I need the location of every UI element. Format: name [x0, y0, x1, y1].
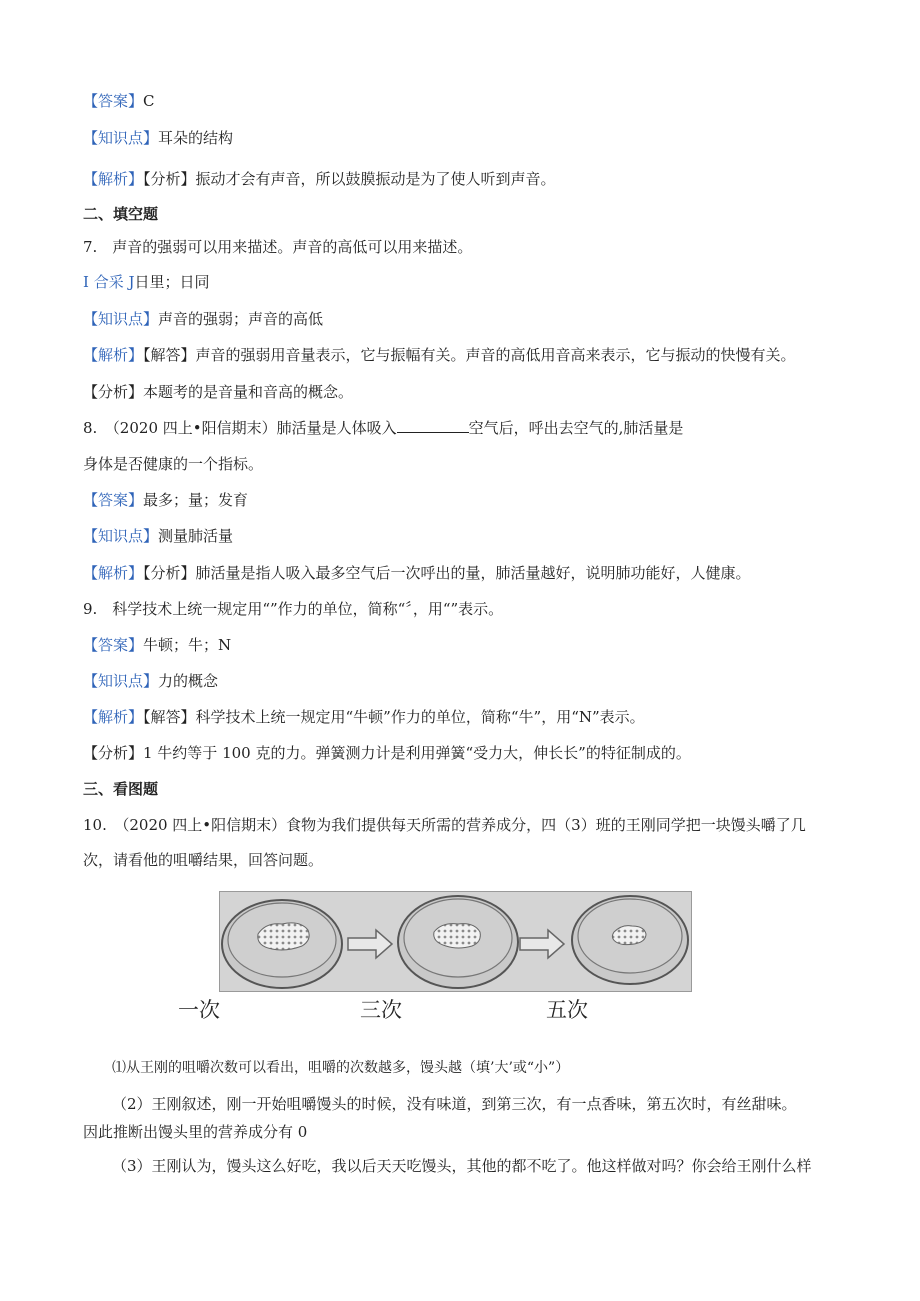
q8-analysis-text: 【分析】肺活量是指人吸入最多空气后一次呼出的量，肺活量越好，说明肺功能好，人健康。: [143, 564, 751, 582]
q9-answer-line: [83, 634, 231, 656]
q8-knowledge-text: 测量肺活量: [158, 527, 234, 545]
petri-dish-3: [572, 896, 688, 984]
petri-dish-1: [222, 900, 342, 988]
analysis-tag: 【解析】: [83, 170, 144, 188]
q10-sub-2a: （2）王刚叙述，刚一开始咀嚼馒头的时候，没有味道，到第三次，有一点香味，第五次时，有丝甜味。: [112, 1095, 797, 1113]
q9-text: 9. 科学技术上统一规定用“”作力的单位，简称“〞，用“”表示。: [83, 600, 504, 618]
knowledge-line: [83, 127, 233, 149]
q9-answer-tag: 【答案】: [83, 636, 144, 654]
chewing-figure-svg: [220, 892, 691, 991]
q9-knowledge-text: 力的概念: [158, 672, 219, 690]
q9-analysis-text: 【解答】科学技术上统一规定用“牛顿”作力的单位，简称“牛”，用“N”表示。: [143, 708, 645, 726]
q7-knowledge-line: [83, 308, 323, 330]
q10-line-2: 次，请看他的咀嚼结果，回答问题。: [83, 851, 324, 869]
knowledge-tag: 【知识点】: [83, 129, 159, 147]
q9-answer-text: 牛顿；牛；N: [143, 636, 232, 654]
q8-knowledge-line: [83, 525, 233, 547]
q7-answer-text: 日里；日同: [134, 273, 210, 291]
analysis-text: 【分析】振动才会有声音，所以鼓膜振动是为了使人听到声音。: [143, 170, 556, 188]
caption-five: 五次: [546, 998, 588, 1022]
q8-pre: 8. （2020 四上•阳信期末）肺活量是人体吸入: [83, 419, 397, 437]
q8-analysis-line: [83, 562, 751, 584]
answer-tag: 【答案】: [83, 92, 144, 110]
answer-text: C: [143, 92, 155, 110]
arrow-icon: [520, 930, 564, 958]
q9-fenxi: 【分析】1 牛约等于 100 克的力。弹簧测力计是利用弹簧“受力大，伸长长”的特征制成的。: [83, 744, 691, 762]
caption-once: 一次: [178, 998, 220, 1022]
q7-knowledge-text: 声音的强弱；声音的高低: [158, 310, 324, 328]
arrow-icon: [348, 930, 392, 958]
q8-answer-text: 最多；量；发育: [143, 491, 249, 509]
q8-knowledge-tag: 【知识点】: [83, 527, 159, 545]
answer-line: [83, 90, 155, 112]
q10-sub-2b: 因此推断出馒头里的营养成分有 0: [83, 1123, 308, 1141]
q8-line-1: [83, 417, 683, 439]
q9-knowledge-tag: 【知识点】: [83, 672, 159, 690]
q7-fenxi: 【分析】本题考的是音量和音高的概念。: [83, 383, 354, 401]
q7-knowledge-tag: 【知识点】: [83, 310, 159, 328]
caption-three: 三次: [360, 998, 402, 1022]
q10-line-1: 10. （2020 四上•阳信期末）食物为我们提供每天所需的营养成分，四（3）班的王刚同学把一块馒头嚼了几: [83, 816, 806, 834]
section-fill-blank-heading: 二、填空题: [83, 205, 159, 223]
q7-analysis-tag: 【解析】: [83, 346, 144, 364]
petri-dish-2: [398, 896, 518, 988]
q7-analysis-text: 【解答】声音的强弱用音量表示，它与振幅有关。声音的高低用音高来表示，它与振动的快慢有关。: [143, 346, 796, 364]
q7-answer-line: [83, 271, 210, 293]
q9-analysis-line: [83, 706, 645, 728]
q8-answer-line: [83, 489, 248, 511]
q8-post: 空气后，呼出去空气的,肺活量是: [468, 419, 684, 437]
q8-analysis-tag: 【解析】: [83, 564, 144, 582]
q7-answer-tag: I 合采 J: [83, 273, 135, 291]
section-picture-heading: 三、看图题: [83, 780, 159, 798]
analysis-line: [83, 168, 556, 190]
q9-knowledge-line: [83, 670, 218, 692]
q7-analysis-line: [83, 344, 796, 366]
knowledge-text: 耳朵的结构: [158, 129, 234, 147]
q9-analysis-tag: 【解析】: [83, 708, 144, 726]
q8-answer-tag: 【答案】: [83, 491, 144, 509]
q7-text: 7. 声音的强弱可以用来描述。声音的高低可以用来描述。: [83, 238, 473, 256]
q10-sub-3: （3）王刚认为，馒头这么好吃，我以后天天吃馒头，其他的都不吃了。他这样做对吗？你会给王刚什么样: [112, 1157, 812, 1175]
q8-blank: [397, 418, 469, 433]
chewing-figure: [219, 891, 692, 992]
q10-sub-1: ⑴从王刚的咀嚼次数可以看出，咀嚼的次数越多，馒头越（填’大’或“小”）: [112, 1060, 570, 1076]
q8-line-2: 身体是否健康的一个指标。: [83, 455, 264, 473]
